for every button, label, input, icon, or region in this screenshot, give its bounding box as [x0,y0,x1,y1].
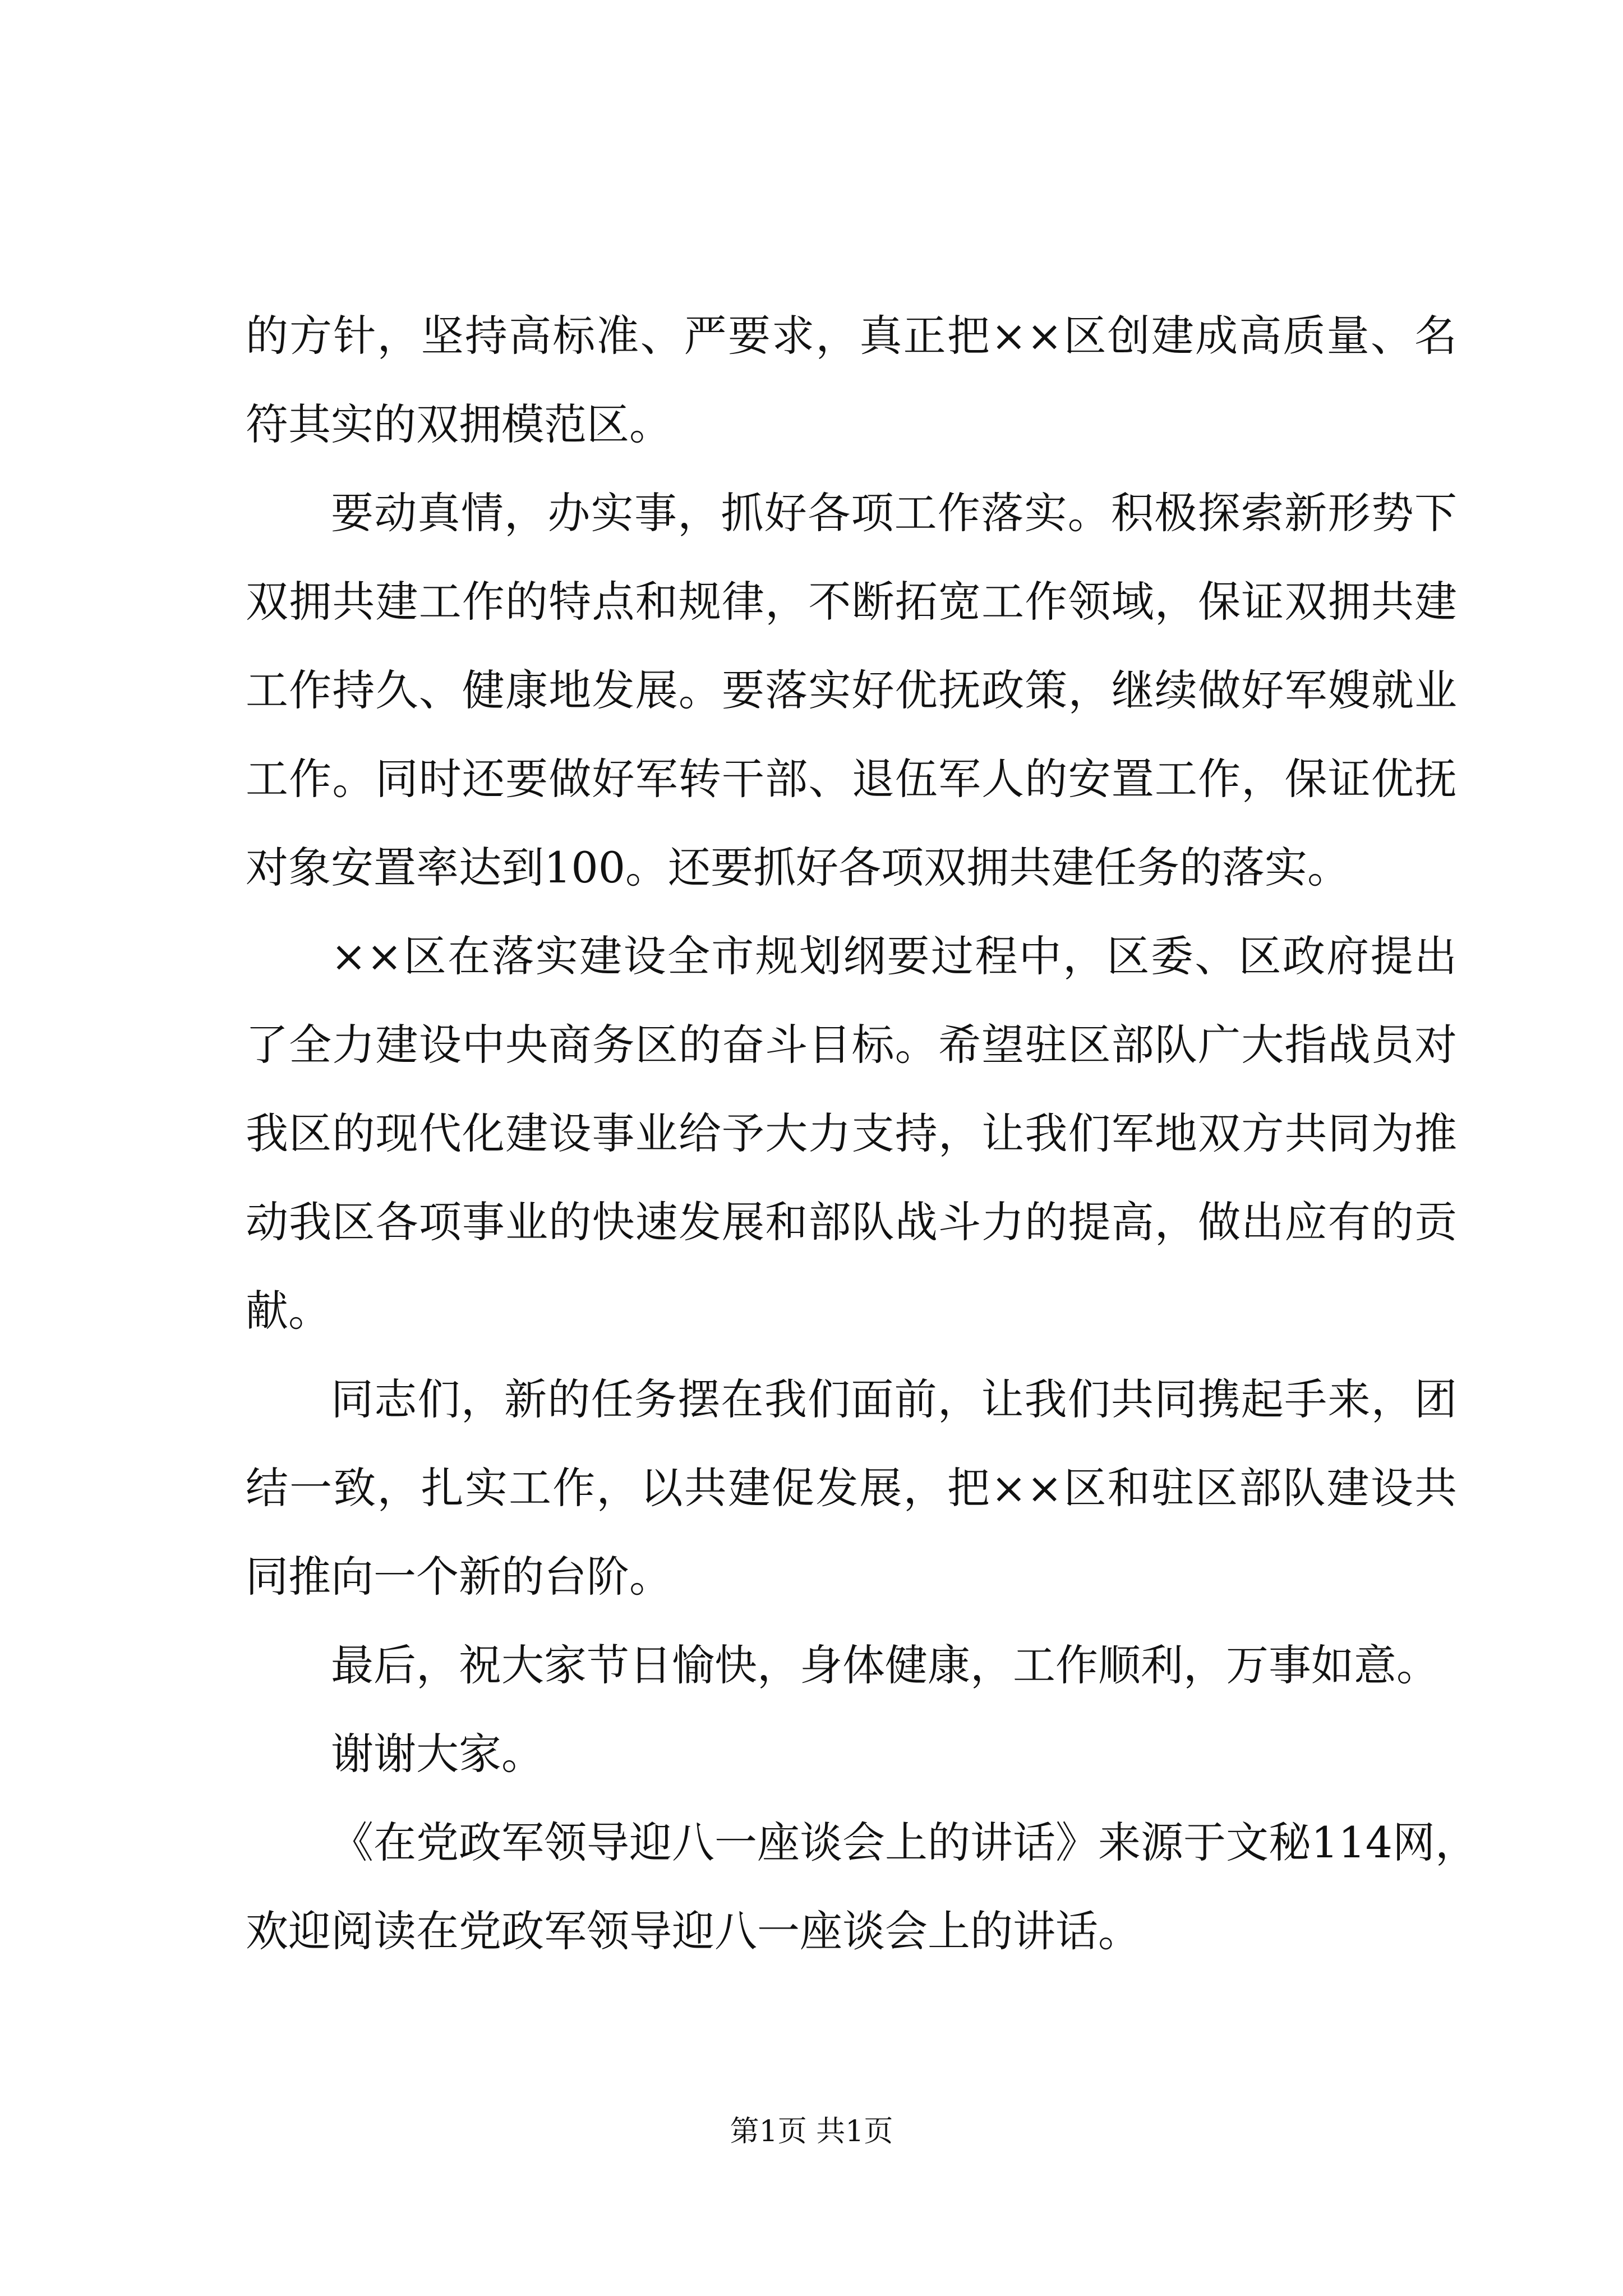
text-line: 献。 [246,1286,331,1336]
text-line: 欢迎阅读在党政军领导迎八一座谈会上的讲话。 [246,1906,1141,1956]
text-line: 同志们，新的任务摆在我们面前，让我们共同携起手来，团 [331,1374,1457,1424]
text-line: 我区的现代化建设事业给予大力支持，让我们军地双方共同为推 [246,1108,1457,1158]
text-line: 《在党政军领导迎八一座谈会上的讲话》来源于文秘114网， [331,1818,1478,1867]
paragraph [246,1355,1457,1621]
paragraph [246,912,1457,1355]
text-line: 结一致，扎实工作，以共建促发展，把××区和驻区部队建设共 [246,1463,1457,1513]
text-line: 谢谢大家。 [331,1729,544,1779]
text-line: 双拥共建工作的特点和规律，不断拓宽工作领域，保证双拥共建 [246,577,1457,627]
paragraph [246,1798,1478,1976]
text-line: 工作。同时还要做好军转干部、退伍军人的安置工作，保证优抚 [246,754,1457,804]
page-footer: 第1页 共1页 [730,2115,893,2148]
text-line: 工作持久、健康地发展。要落实好优抚政策，继续做好军嫂就业 [246,665,1457,715]
paragraph [246,1710,1457,1798]
paragraph [246,292,1457,469]
paragraph [246,469,1457,912]
document-body [246,292,1478,1976]
text-line: 要动真情，办实事，抓好各项工作落实。积极探索新形势下 [331,488,1457,538]
text-line: 了全力建设中央商务区的奋斗目标。希望驻区部队广大指战员对 [246,1020,1457,1070]
text-line: 的方针，坚持高标准、严要求，真正把××区创建成高质量、名 [246,311,1457,361]
text-line: 符其实的双拥模范区。 [246,399,672,449]
text-line: 对象安置率达到100。还要抓好各项双拥共建任务的落实。 [246,843,1350,892]
paragraph [246,1621,1457,1710]
text-line: ××区在落实建设全市规划纲要过程中，区委、区政府提出 [331,931,1457,981]
text-line: 同推向一个新的台阶。 [246,1552,672,1602]
text-line: 最后，祝大家节日愉快，身体健康，工作顺利，万事如意。 [331,1640,1439,1690]
text-line: 动我区各项事业的快速发展和部队战斗力的提高，做出应有的贡 [246,1197,1457,1247]
